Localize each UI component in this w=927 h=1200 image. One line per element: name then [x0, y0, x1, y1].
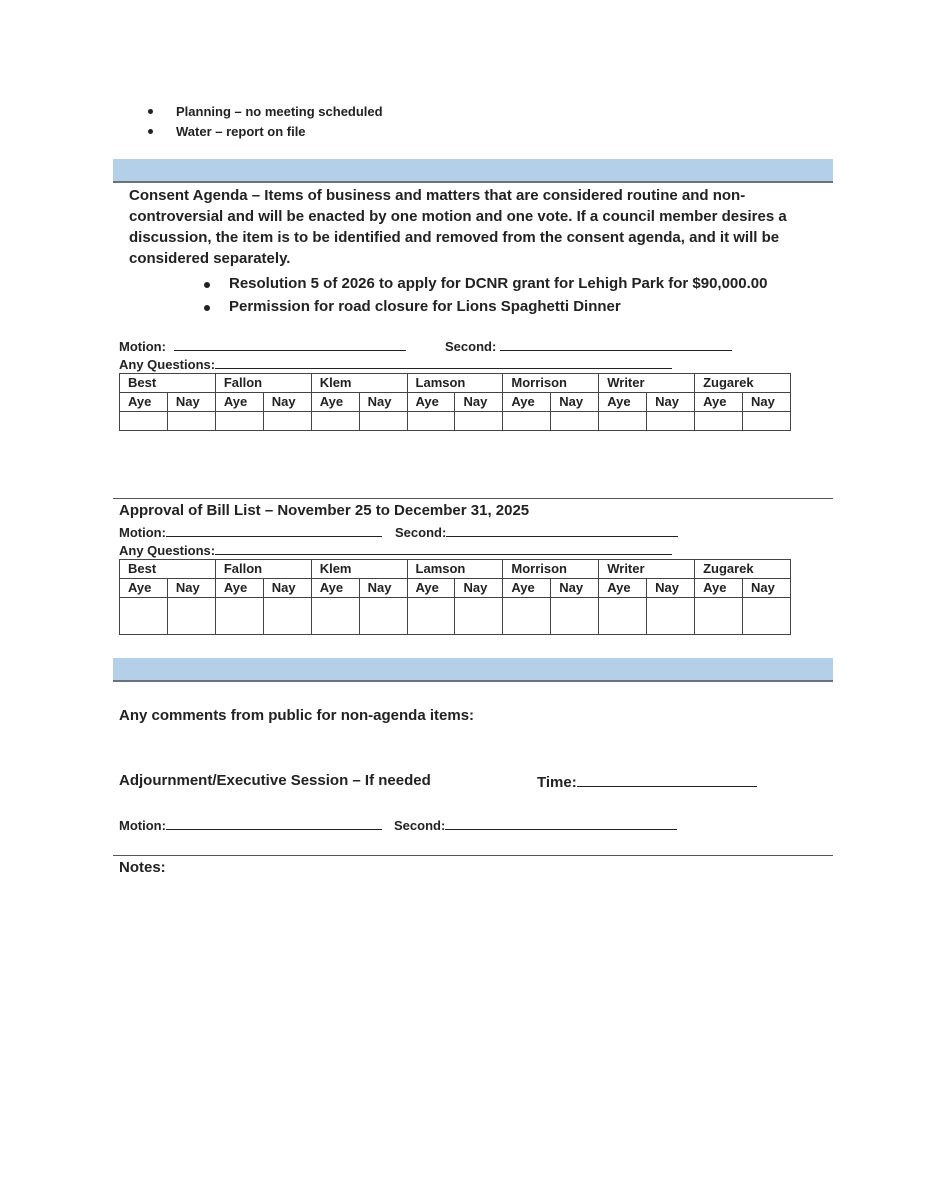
bill-list-second-row: [395, 524, 678, 540]
aye-label: Aye: [311, 579, 359, 598]
aye-label: Aye: [120, 393, 168, 412]
member-name: Best: [120, 374, 216, 393]
vote-cell[interactable]: [647, 598, 695, 635]
public-comments-label: Any comments from public for non-agenda items:: [119, 707, 475, 724]
nay-label: Nay: [647, 393, 695, 412]
vote-cell[interactable]: [695, 412, 743, 431]
motion-field[interactable]: [174, 338, 406, 351]
section-divider-band: [113, 658, 833, 682]
consent-questions-row: [119, 356, 672, 372]
consent-second-row: [445, 338, 732, 354]
second-label: Second:: [445, 339, 497, 354]
bullet-icon: [204, 305, 210, 311]
questions-field[interactable]: [215, 542, 672, 555]
vote-table-member-row: [120, 374, 791, 393]
member-name: Klem: [311, 374, 407, 393]
bill-list-vote-table: [119, 559, 791, 635]
consent-agenda-item-text: Permission for road closure for Lions Spaghetti Dinner: [229, 298, 621, 315]
vote-cell[interactable]: [551, 412, 599, 431]
committee-report-text: Water – report on file: [176, 124, 306, 139]
aye-label: Aye: [599, 393, 647, 412]
aye-label: Aye: [695, 579, 743, 598]
member-name: Best: [120, 560, 216, 579]
adjournment-time-row: [537, 772, 757, 791]
vote-cell[interactable]: [263, 598, 311, 635]
vote-cell[interactable]: [599, 598, 647, 635]
aye-label: Aye: [599, 579, 647, 598]
vote-cell[interactable]: [359, 598, 407, 635]
consent-agenda-description: Consent Agenda – Items of business and matters that are considered routine and non-controversial and will be enacted by one motion and one vote. If a council member desires a discussion, the item is to be identified and removed from the consent agenda, and it will be considered separately.: [129, 187, 787, 267]
second-label: Second:: [395, 525, 447, 540]
vote-cell[interactable]: [503, 598, 551, 635]
adjournment-title: Adjournment/Executive Session – If needed: [119, 772, 431, 789]
nay-label: Nay: [167, 579, 215, 598]
aye-label: Aye: [503, 579, 551, 598]
bullet-icon: [148, 129, 153, 134]
vote-cell[interactable]: [647, 412, 695, 431]
aye-label: Aye: [503, 393, 551, 412]
vote-table-entry-row: [120, 412, 791, 431]
consent-agenda-item-text: Resolution 5 of 2026 to apply for DCNR grant for Lehigh Park for $90,000.00: [229, 275, 768, 292]
nay-label: Nay: [359, 393, 407, 412]
vote-cell[interactable]: [455, 598, 503, 635]
vote-cell[interactable]: [407, 412, 455, 431]
aye-label: Aye: [407, 393, 455, 412]
section-rule: [113, 498, 833, 499]
bullet-icon: [148, 109, 153, 114]
questions-label: Any Questions:: [119, 543, 216, 558]
vote-cell[interactable]: [311, 412, 359, 431]
motion-label: Motion:: [119, 525, 166, 540]
time-label: Time:: [537, 774, 577, 791]
second-field[interactable]: [445, 817, 677, 830]
section-divider-band: [113, 159, 833, 183]
questions-label: Any Questions:: [119, 357, 216, 372]
time-field[interactable]: [577, 772, 757, 787]
bullet-icon: [204, 282, 210, 288]
aye-label: Aye: [215, 393, 263, 412]
aye-label: Aye: [695, 393, 743, 412]
consent-vote-table: [119, 373, 791, 431]
consent-agenda-item: [204, 297, 824, 319]
nay-label: Nay: [359, 579, 407, 598]
vote-cell[interactable]: [311, 598, 359, 635]
vote-cell[interactable]: [742, 412, 790, 431]
questions-field[interactable]: [215, 356, 672, 369]
vote-cell[interactable]: [742, 598, 790, 635]
second-field[interactable]: [446, 524, 678, 537]
bill-list-title: Approval of Bill List – November 25 to December 31, 2025: [119, 502, 530, 519]
member-name: Morrison: [503, 560, 599, 579]
aye-label: Aye: [407, 579, 455, 598]
member-name: Zugarek: [695, 560, 791, 579]
committee-report-item: [148, 122, 448, 141]
vote-table-label-row: [120, 393, 791, 412]
vote-table-label-row: [120, 579, 791, 598]
member-name: Writer: [599, 560, 695, 579]
nay-label: Nay: [455, 579, 503, 598]
aye-label: Aye: [311, 393, 359, 412]
nay-label: Nay: [742, 579, 790, 598]
section-rule: [113, 855, 833, 856]
nay-label: Nay: [263, 393, 311, 412]
nay-label: Nay: [167, 393, 215, 412]
nay-label: Nay: [551, 579, 599, 598]
vote-cell[interactable]: [695, 598, 743, 635]
vote-cell[interactable]: [503, 412, 551, 431]
nay-label: Nay: [455, 393, 503, 412]
member-name: Fallon: [215, 374, 311, 393]
bill-list-questions-row: [119, 542, 672, 558]
member-name: Zugarek: [695, 374, 791, 393]
consent-motion-row: [119, 338, 406, 354]
notes-label: Notes:: [119, 859, 166, 876]
member-name: Lamson: [407, 560, 503, 579]
adjournment-second-row: [394, 817, 677, 833]
vote-cell[interactable]: [455, 412, 503, 431]
vote-cell[interactable]: [263, 412, 311, 431]
aye-label: Aye: [120, 579, 168, 598]
nay-label: Nay: [551, 393, 599, 412]
vote-cell[interactable]: [120, 598, 168, 635]
motion-label: Motion:: [119, 339, 166, 354]
vote-cell[interactable]: [407, 598, 455, 635]
vote-cell[interactable]: [599, 412, 647, 431]
adjournment-motion-row: [119, 817, 382, 833]
member-name: Writer: [599, 374, 695, 393]
vote-cell[interactable]: [167, 598, 215, 635]
consent-agenda-item: [204, 274, 824, 296]
second-field[interactable]: [500, 338, 732, 351]
vote-cell[interactable]: [215, 598, 263, 635]
member-name: Klem: [311, 560, 407, 579]
member-name: Morrison: [503, 374, 599, 393]
committee-report-text: Planning – no meeting scheduled: [176, 104, 383, 119]
nay-label: Nay: [647, 579, 695, 598]
vote-cell[interactable]: [551, 598, 599, 635]
vote-cell[interactable]: [215, 412, 263, 431]
member-name: Fallon: [215, 560, 311, 579]
motion-label: Motion:: [119, 818, 166, 833]
motion-field[interactable]: [166, 524, 382, 537]
aye-label: Aye: [215, 579, 263, 598]
bill-list-motion-row: [119, 524, 382, 540]
committee-report-item: [148, 102, 448, 121]
vote-cell[interactable]: [120, 412, 168, 431]
vote-cell[interactable]: [359, 412, 407, 431]
second-label: Second:: [394, 818, 446, 833]
nay-label: Nay: [742, 393, 790, 412]
member-name: Lamson: [407, 374, 503, 393]
vote-table-entry-row: [120, 598, 791, 635]
vote-table-member-row: [120, 560, 791, 579]
nay-label: Nay: [263, 579, 311, 598]
motion-field[interactable]: [166, 817, 382, 830]
vote-cell[interactable]: [167, 412, 215, 431]
